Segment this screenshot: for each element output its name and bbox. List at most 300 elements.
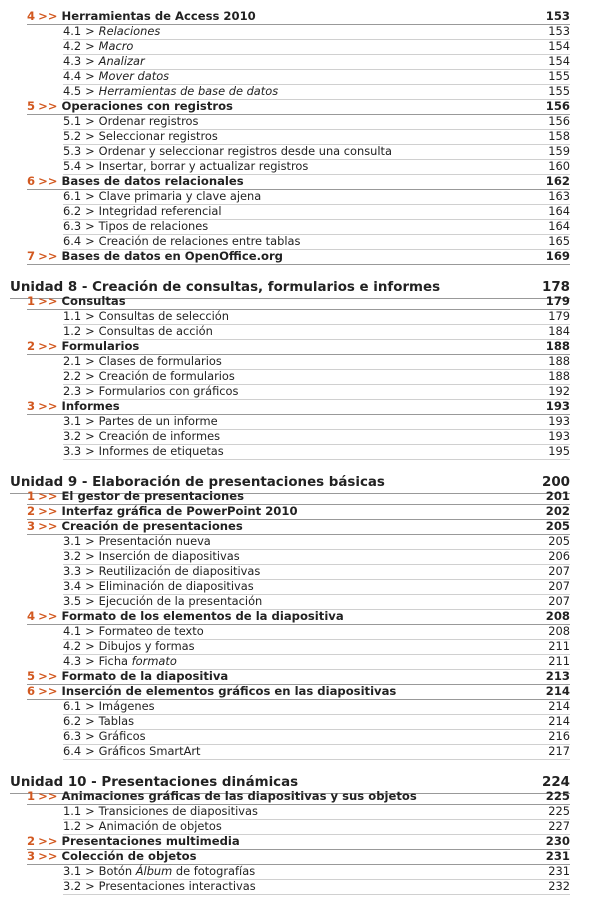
page-number: 217 [548, 744, 570, 758]
section-separator: >> [38, 669, 58, 683]
subsection-separator: > [85, 594, 95, 608]
section-entry [27, 490, 570, 505]
subsection-entry [63, 325, 570, 340]
entry-number: 6.2 [63, 714, 82, 728]
subsection-entry [63, 745, 570, 760]
entry-number: 6.2 [63, 204, 82, 218]
subsection-separator: > [85, 234, 95, 248]
section-entry [27, 505, 570, 520]
subsection-separator: > [85, 654, 95, 668]
page-number: 214 [548, 714, 570, 728]
entry-title-text: Seleccionar registros [98, 129, 218, 143]
subsection-separator: > [85, 879, 95, 893]
entry-title-text: Creación de formularios [98, 369, 235, 383]
subsection-entry [63, 730, 570, 745]
entry-number: 4.2 [63, 639, 82, 653]
entry-title-text: Animaciones gráficas de las diapositivas y sus objetos [61, 789, 417, 803]
page-number: 200 [542, 475, 570, 490]
subsection-entry [63, 700, 570, 715]
entry-number: 6.4 [63, 744, 82, 758]
page-number: 214 [545, 684, 570, 698]
entry-title [27, 520, 243, 533]
page-number: 165 [548, 234, 570, 248]
entry-number: 4.1 [63, 624, 82, 638]
entry-title-text: Unidad 8 - Creación de consultas, formularios e informes [10, 280, 441, 295]
entry-title [63, 700, 155, 713]
entry-title-text: Insertar, borrar y actualizar registros [98, 159, 309, 173]
subsection-entry [63, 355, 570, 370]
entry-number: 6.3 [63, 219, 82, 233]
section-separator: >> [38, 9, 58, 23]
page-number: 231 [548, 864, 570, 878]
entry-title-text: Bases de datos relacionales [61, 174, 244, 188]
page-number: 232 [548, 879, 570, 893]
page-number: 208 [548, 624, 570, 638]
section-entry [27, 790, 570, 805]
entry-title-text: Herramientas de Access 2010 [61, 9, 256, 23]
entry-number: 4.1 [63, 24, 82, 38]
entry-title [63, 625, 204, 638]
entry-title [27, 490, 244, 503]
subsection-separator: > [85, 24, 95, 38]
entry-title-italic: Álbum [135, 864, 173, 878]
page-number: 202 [545, 504, 570, 518]
page-number: 153 [545, 9, 570, 23]
entry-number: 4.3 [63, 654, 82, 668]
entry-title [63, 640, 195, 653]
entry-title-text: Gráficos SmartArt [98, 744, 201, 758]
entry-title-text: Creación de presentaciones [61, 519, 243, 533]
page-number: 205 [545, 519, 570, 533]
section-separator: >> [38, 294, 58, 308]
entry-number: 3.4 [63, 579, 82, 593]
subsection-entry [63, 640, 570, 655]
entry-number: 1 [27, 789, 36, 803]
subsection-entry [63, 595, 570, 610]
subsection-entry [63, 385, 570, 400]
subsection-entry [63, 70, 570, 85]
entry-title [27, 505, 298, 518]
entry-title-text: Formato de los elementos de la diapositiva [61, 609, 344, 623]
subsection-separator: > [85, 219, 95, 233]
entry-title-text: Clave primaria y clave ajena [98, 189, 262, 203]
subsection-separator: > [85, 54, 95, 68]
entry-number: 3.2 [63, 429, 82, 443]
page-number: 178 [542, 280, 570, 295]
section-entry [27, 175, 570, 190]
page-number: 193 [548, 414, 570, 428]
entry-number: 6.1 [63, 189, 82, 203]
entry-title-text: Ordenar y seleccionar registros desde una consulta [98, 144, 392, 158]
entry-title-text: Formularios [61, 339, 140, 353]
page-number: 153 [548, 24, 570, 38]
page-number: 207 [548, 594, 570, 608]
entry-title-text: Ordenar registros [98, 114, 199, 128]
entry-title-text: Eliminación de diapositivas [98, 579, 254, 593]
section-separator: >> [38, 399, 58, 413]
subsection-entry [63, 445, 570, 460]
page-number: 154 [548, 54, 570, 68]
page-number: 169 [545, 249, 570, 263]
entry-number: 6 [27, 174, 36, 188]
section-separator: >> [38, 249, 58, 263]
entry-title-text: Botón [98, 864, 136, 878]
entry-title-text: Tipos de relaciones [98, 219, 209, 233]
page-number: 160 [548, 159, 570, 173]
subsection-separator: > [85, 144, 95, 158]
entry-number: 1.2 [63, 819, 82, 833]
subsection-separator: > [85, 699, 95, 713]
entry-title [63, 40, 133, 53]
page-number: 179 [545, 294, 570, 308]
entry-number: 4.2 [63, 39, 82, 53]
entry-number: 5.2 [63, 129, 82, 143]
entry-title [63, 580, 254, 593]
section-entry [27, 400, 570, 415]
entry-number: 4 [27, 609, 36, 623]
entry-title [63, 55, 145, 68]
entry-number: 2.3 [63, 384, 82, 398]
subsection-separator: > [85, 744, 95, 758]
entry-title [63, 310, 229, 323]
entry-number: 5 [27, 99, 36, 113]
entry-number: 2.1 [63, 354, 82, 368]
entry-title [27, 100, 233, 113]
entry-title [63, 235, 300, 248]
entry-number: 1 [27, 489, 36, 503]
section-entry [27, 610, 570, 625]
entry-number: 1.2 [63, 324, 82, 338]
entry-title [27, 10, 256, 23]
entry-title-text: Relaciones [98, 24, 161, 38]
entry-title [27, 790, 417, 803]
entry-title-text: Informes de etiquetas [98, 444, 224, 458]
entry-title-text: Mover datos [98, 69, 170, 83]
entry-title-text: Animación de objetos [98, 819, 222, 833]
entry-title [27, 250, 283, 263]
subsection-entry [63, 865, 570, 880]
subsection-separator: > [85, 39, 95, 53]
subsection-entry [63, 55, 570, 70]
page-number: 211 [548, 639, 570, 653]
subsection-separator: > [85, 549, 95, 563]
entry-title [27, 670, 228, 683]
entry-title [63, 655, 177, 668]
section-separator: >> [38, 504, 58, 518]
subsection-entry [63, 220, 570, 235]
page-number: 230 [545, 834, 570, 848]
entry-title-text: Clases de formularios [98, 354, 222, 368]
page-number: 184 [548, 324, 570, 338]
entry-title [63, 130, 218, 143]
subsection-separator: > [85, 624, 95, 638]
page-number: 156 [545, 99, 570, 113]
entry-title-text: Integridad referencial [98, 204, 222, 218]
entry-title [63, 730, 146, 743]
entry-number: 5.3 [63, 144, 82, 158]
page-number: 195 [548, 444, 570, 458]
entry-title-text: Operaciones con registros [61, 99, 233, 113]
subsection-separator: > [85, 159, 95, 173]
entry-number: 7 [27, 249, 36, 263]
entry-title-text: Creación de informes [98, 429, 221, 443]
page-number: 214 [548, 699, 570, 713]
entry-number: 5.1 [63, 114, 82, 128]
entry-title-text: Analizar [98, 54, 145, 68]
subsection-separator: > [85, 309, 95, 323]
subsection-separator: > [85, 369, 95, 383]
entry-number: 3 [27, 849, 36, 863]
subsection-separator: > [85, 579, 95, 593]
subsection-separator: > [85, 69, 95, 83]
entry-title [63, 370, 235, 383]
entry-title [27, 835, 240, 848]
entry-title-text: Inserción de diapositivas [98, 549, 240, 563]
entry-title [63, 85, 278, 98]
entry-number: 2 [27, 834, 36, 848]
entry-title-text: Presentaciones multimedia [61, 834, 240, 848]
entry-number: 6.1 [63, 699, 82, 713]
subsection-entry [63, 115, 570, 130]
page-number: 224 [542, 775, 570, 790]
entry-title-text: Formularios con gráficos [98, 384, 239, 398]
entry-title [27, 340, 139, 353]
page-number: 156 [548, 114, 570, 128]
page-number: 162 [545, 174, 570, 188]
subsection-entry [63, 565, 570, 580]
entry-title-text: Transiciones de diapositivas [98, 804, 258, 818]
entry-title [63, 880, 256, 893]
section-separator: >> [38, 789, 58, 803]
subsection-entry [63, 715, 570, 730]
entry-title-text: Informes [61, 399, 120, 413]
entry-number: 2.2 [63, 369, 82, 383]
section-entry [27, 670, 570, 685]
section-entry [27, 520, 570, 535]
subsection-entry [63, 40, 570, 55]
section-separator: >> [38, 519, 58, 533]
subsection-entry [63, 370, 570, 385]
subsection-separator: > [85, 189, 95, 203]
entry-title-text: Unidad 9 - Elaboración de presentaciones básicas [10, 475, 385, 490]
subsection-entry [63, 820, 570, 835]
entry-title [27, 175, 244, 188]
subsection-separator: > [85, 84, 95, 98]
subsection-entry [63, 625, 570, 640]
page-number: 188 [548, 369, 570, 383]
subsection-separator: > [85, 384, 95, 398]
page-number: 179 [548, 309, 570, 323]
entry-title-text: Unidad 10 - Presentaciones dinámicas [10, 775, 299, 790]
page-number: 155 [548, 84, 570, 98]
entry-number: 1.1 [63, 309, 82, 323]
section-entry [27, 685, 570, 700]
section-entry [27, 295, 570, 310]
entry-number: 4.3 [63, 54, 82, 68]
entry-title [63, 805, 258, 818]
entry-title-text: Bases de datos en OpenOffice.org [61, 249, 283, 263]
subsection-entry [63, 130, 570, 145]
page-number: 206 [548, 549, 570, 563]
subsection-separator: > [85, 819, 95, 833]
entry-title-text: Macro [98, 39, 134, 53]
page-number: 154 [548, 39, 570, 53]
entry-number: 3 [27, 399, 36, 413]
section-entry [27, 250, 570, 265]
entry-number: 1 [27, 294, 36, 308]
page-number: 231 [545, 849, 570, 863]
subsection-separator: > [85, 429, 95, 443]
section-separator: >> [38, 489, 58, 503]
page-number: 227 [548, 819, 570, 833]
subsection-entry [63, 430, 570, 445]
entry-title [63, 160, 308, 173]
subsection-entry [63, 310, 570, 325]
entry-number: 4.4 [63, 69, 82, 83]
subsection-entry [63, 235, 570, 250]
subsection-separator: > [85, 324, 95, 338]
subsection-entry [63, 205, 570, 220]
entry-title [27, 400, 120, 413]
entry-title-text: Tablas [98, 714, 135, 728]
entry-title-text: Ejecución de la presentación [98, 594, 263, 608]
section-separator: >> [38, 684, 58, 698]
section-entry [27, 100, 570, 115]
subsection-entry [63, 535, 570, 550]
subsection-entry [63, 655, 570, 670]
entry-title [63, 25, 160, 38]
page-number: 201 [545, 489, 570, 503]
entry-title-text: Formato de la diapositiva [61, 669, 229, 683]
entry-title-text: Consultas de acción [98, 324, 213, 338]
page-number: 164 [548, 219, 570, 233]
entry-title [27, 610, 344, 623]
section-entry [27, 10, 570, 25]
entry-title [63, 550, 240, 563]
page-number: 159 [548, 144, 570, 158]
subsection-entry [63, 85, 570, 100]
page-number: 205 [548, 534, 570, 548]
entry-title-rest: de fotografías [172, 864, 256, 878]
entry-number: 2 [27, 504, 36, 518]
entry-title-text: Consultas de selección [98, 309, 229, 323]
subsection-entry [63, 25, 570, 40]
subsection-entry [63, 580, 570, 595]
entry-title [63, 415, 218, 428]
page-number: 213 [545, 669, 570, 683]
entry-title-text: Inserción de elementos gráficos en las diapositivas [61, 684, 397, 698]
entry-number: 3.3 [63, 444, 82, 458]
subsection-separator: > [85, 114, 95, 128]
entry-title [63, 190, 261, 203]
entry-title [27, 295, 126, 308]
entry-title [63, 205, 222, 218]
subsection-entry [63, 190, 570, 205]
subsection-entry [63, 160, 570, 175]
subsection-separator: > [85, 804, 95, 818]
entry-title [63, 865, 255, 878]
entry-number: 3.5 [63, 594, 82, 608]
page-number: 225 [545, 789, 570, 803]
subsection-entry [63, 415, 570, 430]
entry-title [63, 565, 260, 578]
subsection-separator: > [85, 864, 95, 878]
entry-title-text: El gestor de presentaciones [61, 489, 245, 503]
subsection-separator: > [85, 204, 95, 218]
page-number: 216 [548, 729, 570, 743]
section-separator: >> [38, 849, 58, 863]
entry-title-text: Creación de relaciones entre tablas [98, 234, 301, 248]
entry-title [63, 745, 201, 758]
entry-title [63, 220, 208, 233]
entry-number: 3.1 [63, 534, 82, 548]
entry-title [63, 325, 213, 338]
page-number: 155 [548, 69, 570, 83]
entry-title-text: Interfaz gráfica de PowerPoint 2010 [61, 504, 298, 518]
entry-title [63, 715, 134, 728]
entry-title-text: Gráficos [98, 729, 146, 743]
subsection-separator: > [85, 354, 95, 368]
page-number: 193 [545, 399, 570, 413]
entry-title-text: Ficha [98, 654, 132, 668]
subsection-separator: > [85, 564, 95, 578]
entry-number: 5 [27, 669, 36, 683]
subsection-entry [63, 805, 570, 820]
entry-title [63, 385, 238, 398]
entry-title-text: Partes de un informe [98, 414, 218, 428]
entry-title-text: Dibujos y formas [98, 639, 195, 653]
subsection-separator: > [85, 414, 95, 428]
entry-title [63, 430, 220, 443]
entry-title-text: Formateo de texto [98, 624, 204, 638]
page-number: 192 [548, 384, 570, 398]
subsection-separator: > [85, 444, 95, 458]
subsection-entry [63, 880, 570, 895]
subsection-entry [63, 145, 570, 160]
section-separator: >> [38, 99, 58, 113]
entry-title [63, 595, 262, 608]
entry-title-text: Reutilización de diapositivas [98, 564, 261, 578]
entry-title [63, 535, 211, 548]
entry-title [63, 820, 222, 833]
page-number: 163 [548, 189, 570, 203]
entry-number: 3 [27, 519, 36, 533]
entry-title-text: Herramientas de base de datos [98, 84, 279, 98]
page-number: 207 [548, 579, 570, 593]
section-separator: >> [38, 609, 58, 623]
page-number: 188 [548, 354, 570, 368]
section-separator: >> [38, 834, 58, 848]
entry-number: 5.4 [63, 159, 82, 173]
subsection-entry [63, 550, 570, 565]
entry-title-text: Consultas [61, 294, 126, 308]
section-separator: >> [38, 174, 58, 188]
page-number: 193 [548, 429, 570, 443]
section-entry [27, 835, 570, 850]
page-number: 211 [548, 654, 570, 668]
entry-title [63, 145, 392, 158]
page-number: 207 [548, 564, 570, 578]
entry-number: 2 [27, 339, 36, 353]
entry-number: 6.4 [63, 234, 82, 248]
subsection-separator: > [85, 534, 95, 548]
entry-title-text: Presentación nueva [98, 534, 211, 548]
entry-number: 3.2 [63, 879, 82, 893]
entry-number: 4 [27, 9, 36, 23]
entry-number: 6 [27, 684, 36, 698]
page-number: 158 [548, 129, 570, 143]
entry-title-text: Imágenes [98, 699, 155, 713]
